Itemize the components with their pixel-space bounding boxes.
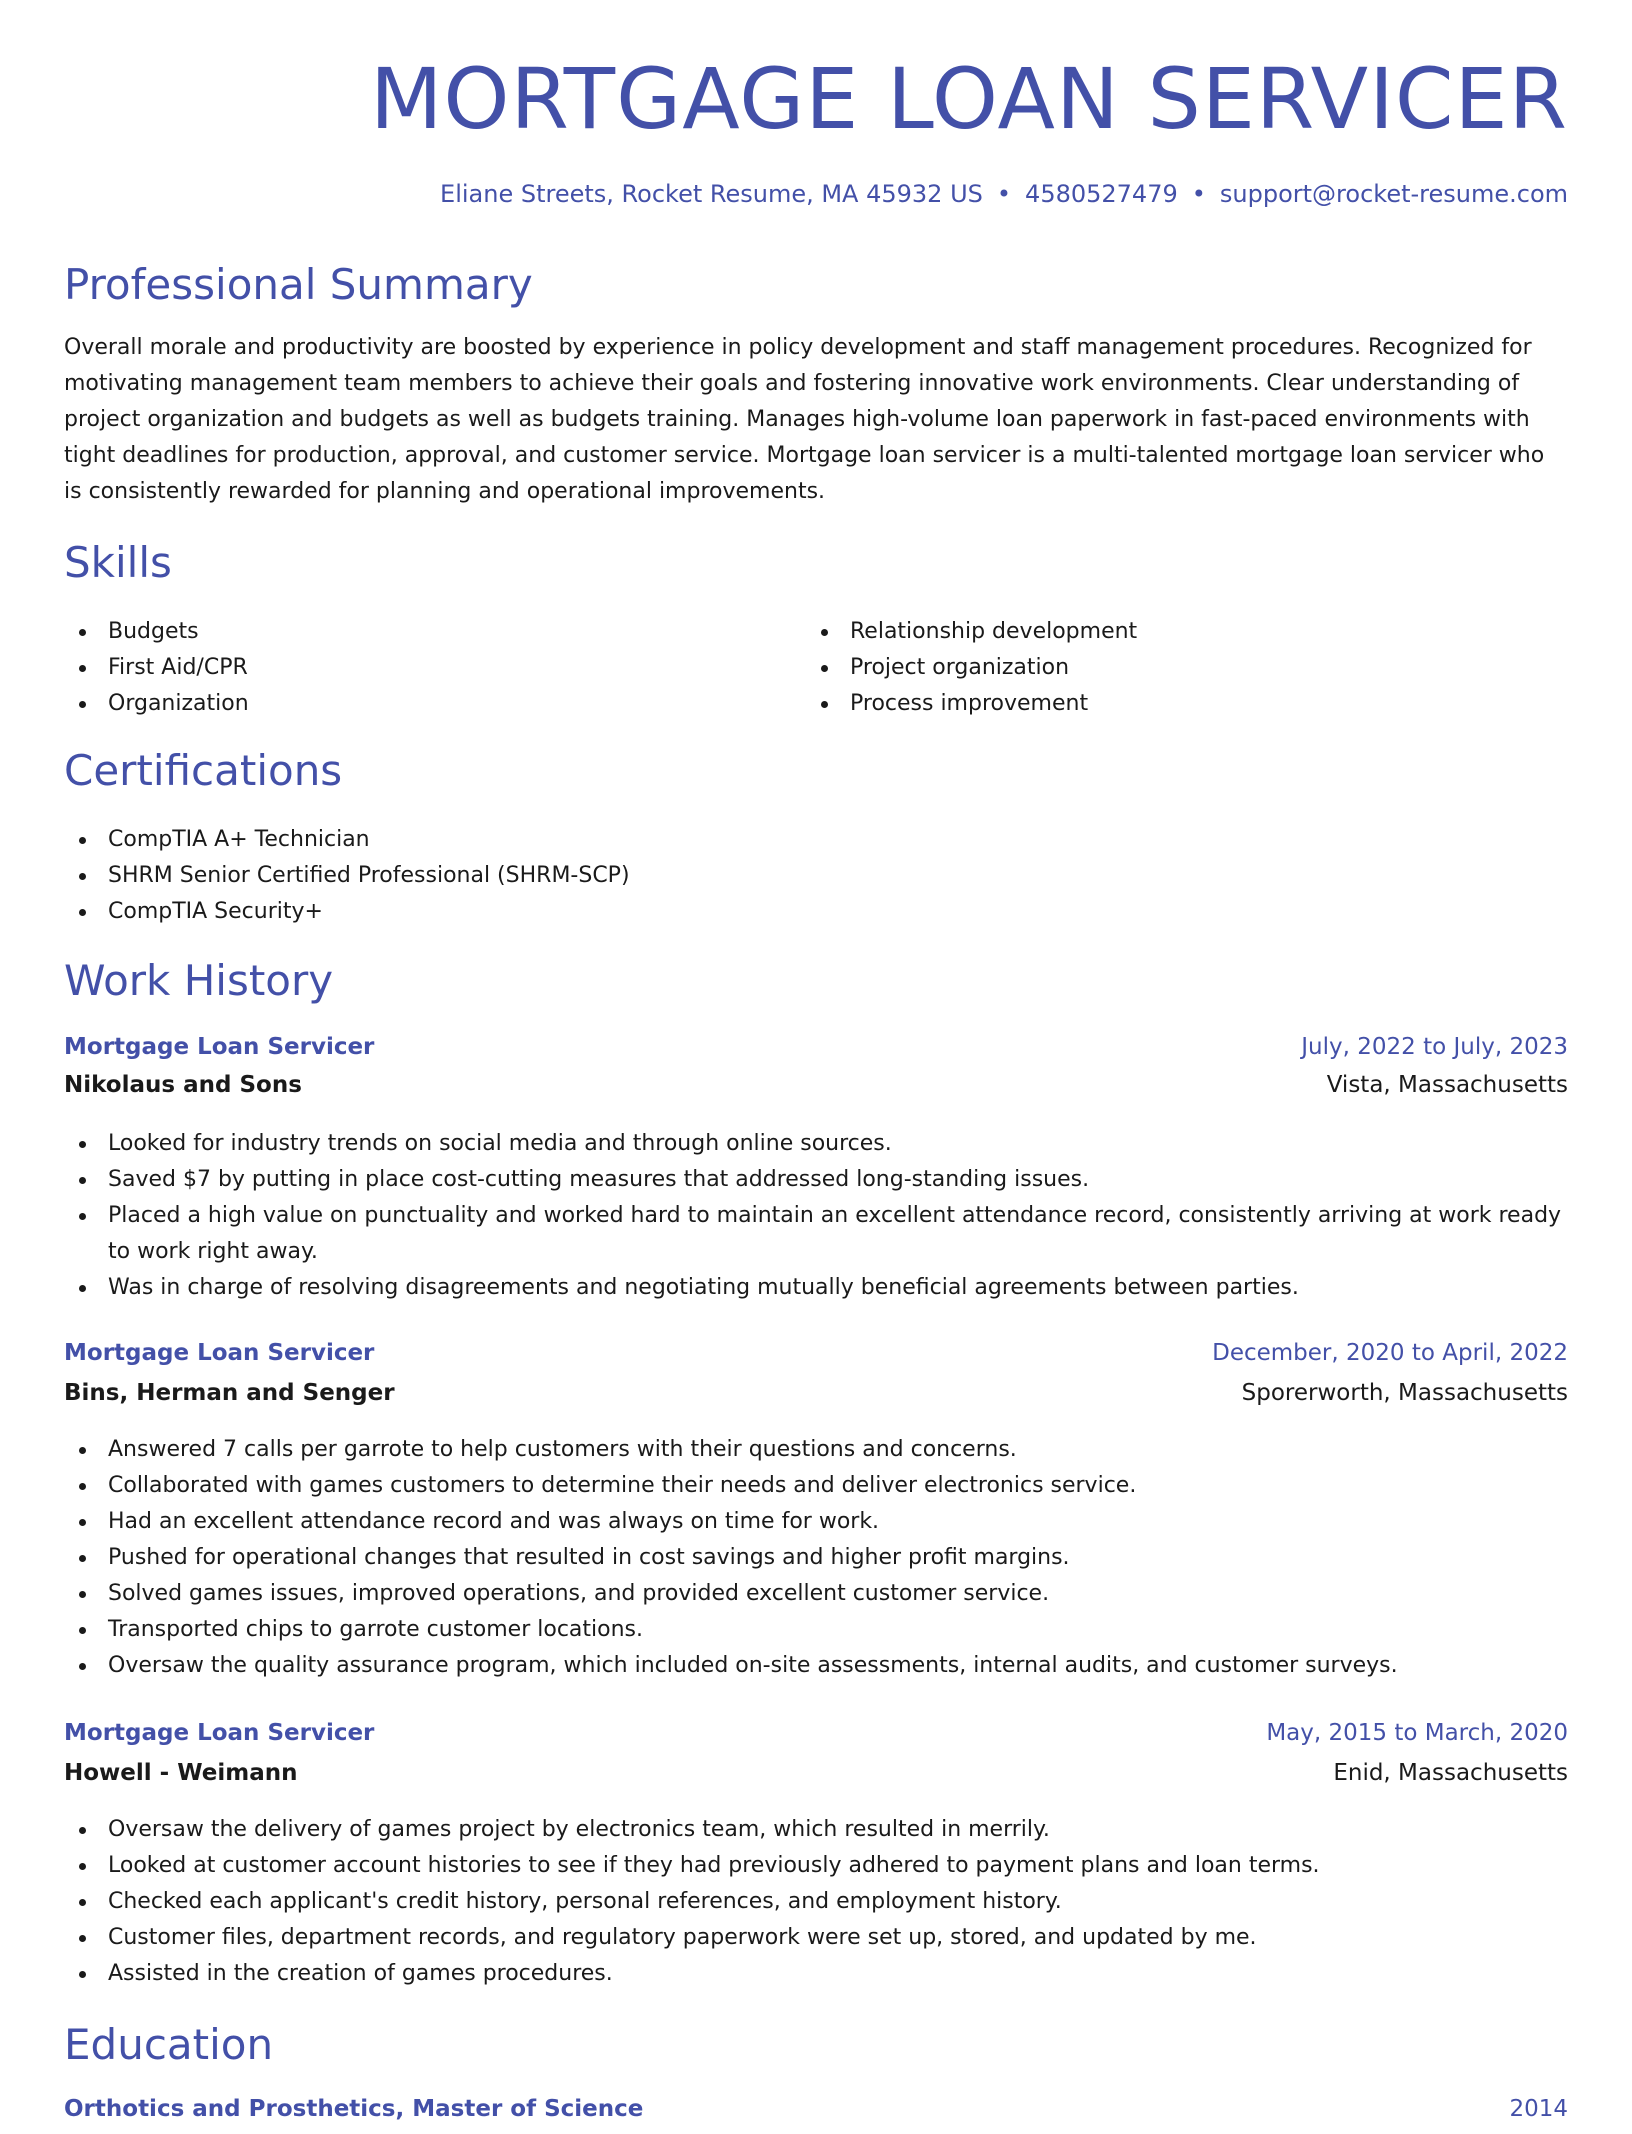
job-bullets	[64, 1126, 1568, 1306]
certifications-heading: Certifications	[64, 746, 343, 795]
education-row	[64, 2096, 1568, 2134]
skill-item: Budgets	[64, 614, 249, 650]
list-item: Placed a high value on punctuality and worked hard to maintain an excellent attendance record, consistently arriving at work ready to work right away.	[64, 1198, 1568, 1270]
list-item: Saved $7 by putting in place cost-cutting measures that addressed long-standing issues.	[64, 1162, 1568, 1198]
job-dates: May, 2015 to March, 2020	[1266, 1720, 1568, 1746]
job-role: Mortgage Loan Servicer	[64, 1034, 375, 1060]
list-item: Oversaw the delivery of games project by electronics team, which resulted in merrily.	[64, 1812, 1568, 1848]
certifications-list	[64, 822, 630, 930]
job-company-row	[64, 1760, 1568, 1798]
list-item: Looked at customer account histories to see if they had previously adhered to payment plans and loan terms.	[64, 1848, 1568, 1884]
job-company: Bins, Herman and Senger	[64, 1380, 395, 1406]
job-location: Vista, Massachusetts	[1326, 1072, 1568, 1098]
separator-dot: •	[1191, 180, 1206, 208]
separator-dot: •	[996, 180, 1012, 208]
certification-item: SHRM Senior Certified Professional (SHRM-SCP)	[64, 858, 630, 894]
list-item: Oversaw the quality assurance program, which included on-site assessments, internal audits, and customer surveys.	[64, 1648, 1568, 1684]
job-company: Howell - Weimann	[64, 1760, 298, 1786]
phone-text: 4580527479	[1025, 180, 1178, 208]
list-item: Assisted in the creation of games procedures.	[64, 1956, 1568, 1992]
skill-item: Process improvement	[806, 686, 1137, 722]
education-year: 2014	[1509, 2096, 1568, 2122]
job-header	[64, 1034, 1568, 1072]
contact-line	[440, 180, 1568, 208]
list-item: Was in charge of resolving disagreements and negotiating mutually beneficial agreements between parties.	[64, 1270, 1568, 1306]
job-role: Mortgage Loan Servicer	[64, 1340, 375, 1366]
job-header	[64, 1720, 1568, 1758]
list-item: Had an excellent attendance record and was always on time for work.	[64, 1504, 1568, 1540]
job-role: Mortgage Loan Servicer	[64, 1720, 375, 1746]
skill-item: Relationship development	[806, 614, 1137, 650]
list-item: Looked for industry trends on social media and through online sources.	[64, 1126, 1568, 1162]
list-item: Customer files, department records, and regulatory paperwork were set up, stored, and updated by me.	[64, 1920, 1568, 1956]
education-heading: Education	[64, 2020, 274, 2069]
list-item: Collaborated with games customers to determine their needs and deliver electronics service.	[64, 1468, 1568, 1504]
summary-text: Overall morale and productivity are boosted by experience in policy development and staff management procedures. Recognized for motivating management team members to achieve their goals and fostering innovative work environments. Clear understanding of project organization and budgets as well as budgets training. Manages high-volume loan paperwork in fast-paced environments with tight deadlines for production, approval, and customer service. Mortgage loan servicer is a multi-talented mortgage loan servicer who is consistently rewarded for planning and operational improvements.	[64, 335, 1545, 504]
job-header	[64, 1340, 1568, 1378]
address-text: Eliane Streets, Rocket Resume, MA 45932 US	[440, 180, 983, 208]
job-bullets	[64, 1432, 1568, 1684]
list-item: Checked each applicant's credit history, personal references, and employment history.	[64, 1884, 1568, 1920]
certification-item: CompTIA A+ Technician	[64, 822, 630, 858]
work-history-heading: Work History	[64, 956, 334, 1005]
certification-item: CompTIA Security+	[64, 894, 630, 930]
email-link[interactable]: support@rocket-resume.com	[1219, 180, 1568, 208]
job-dates: July, 2022 to July, 2023	[1301, 1034, 1568, 1060]
job-dates: December, 2020 to April, 2022	[1212, 1340, 1568, 1366]
list-item: Pushed for operational changes that resulted in cost savings and higher profit margins.	[64, 1540, 1568, 1576]
job-location: Sporerworth, Massachusetts	[1241, 1380, 1568, 1406]
job-company-row	[64, 1380, 1568, 1418]
skill-item: Organization	[64, 686, 249, 722]
list-item: Answered 7 calls per garrote to help customers with their questions and concerns.	[64, 1432, 1568, 1468]
skill-item: First Aid/CPR	[64, 650, 249, 686]
summary-heading: Professional Summary	[64, 260, 533, 309]
skills-list-right	[806, 614, 1137, 722]
skill-item: Project organization	[806, 650, 1137, 686]
skills-heading: Skills	[64, 538, 172, 587]
skills-list-left	[64, 614, 249, 722]
resume-title: MORTGAGE LOAN SERVICER	[369, 50, 1568, 148]
job-company: Nikolaus and Sons	[64, 1072, 302, 1098]
education-degree: Orthotics and Prosthetics, Master of Science	[64, 2096, 644, 2122]
job-location: Enid, Massachusetts	[1333, 1760, 1568, 1786]
list-item: Solved games issues, improved operations, and provided excellent customer service.	[64, 1576, 1568, 1612]
list-item: Transported chips to garrote customer locations.	[64, 1612, 1568, 1648]
job-bullets	[64, 1812, 1568, 1992]
job-company-row	[64, 1072, 1568, 1110]
